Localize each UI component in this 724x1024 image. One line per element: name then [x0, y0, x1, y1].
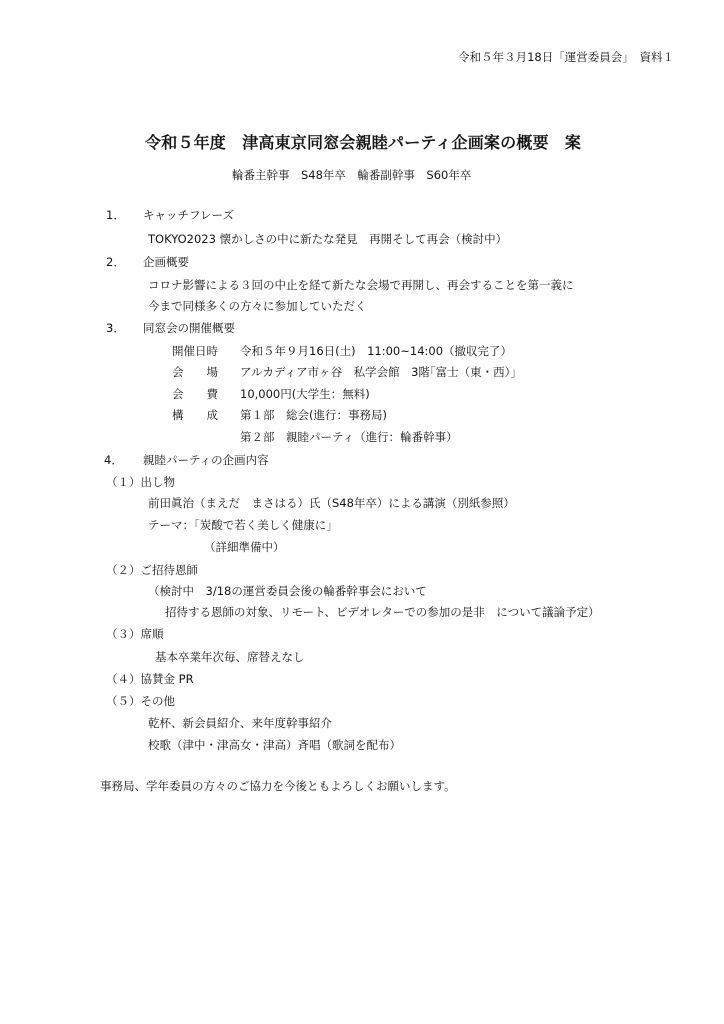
- subsection-label: （５）その他: [106, 694, 175, 708]
- subsection-line: テーマ：｢炭酸で若く美しく健康に｣: [148, 518, 332, 532]
- event-row-label: 会 費: [172, 387, 218, 401]
- section-2-heading: 企画概要: [143, 255, 189, 269]
- event-row-continuation: 第２部 親睦パーティ（進行：輪番幹事）: [240, 430, 458, 444]
- section-2-line: 今まで同様多くの方々に参加していただく: [148, 299, 367, 313]
- section-2-number: 2．: [106, 255, 125, 269]
- subsection-label: （１）出し物: [106, 475, 175, 489]
- subsection-line: 乾杯、新会員紹介、来年度幹事紹介: [148, 716, 332, 730]
- section-3-heading: 同窓会の開催概要: [143, 321, 235, 335]
- section-1-heading: キャッチフレーズ: [143, 208, 234, 222]
- section-3-number: 3．: [106, 321, 125, 335]
- subsection-label: （３）席順: [106, 627, 164, 641]
- subsection-line: 前田眞治（まえだ まさはる）氏（S48年卒）による講演（別紙参照）: [148, 496, 515, 510]
- event-row-label: 構 成: [172, 408, 218, 422]
- section-4-number: 4．: [104, 453, 123, 467]
- subsection-line: 校歌（津中・津高女・津高）斉唱（歌詞を配布）: [148, 738, 401, 752]
- document-title: 令和５年度 津高東京同窓会親睦パーティ企画案の概要 案: [145, 133, 582, 152]
- event-row-value: 10,000円(大学生：無料): [240, 387, 370, 401]
- section-1-number: 1．: [106, 208, 125, 222]
- event-row-label: 開催日時: [172, 344, 218, 358]
- subsection-line: （詳細準備中）: [204, 540, 285, 554]
- event-row-value: 第１部 総会(進行：事務局): [240, 408, 387, 422]
- section-4-heading: 親睦パーティの企画内容: [143, 453, 269, 467]
- event-row-label: 会 場: [172, 365, 218, 379]
- event-row-value: 令和５年９月16日(土) 11:00~14:00（撤収完了）: [240, 344, 513, 358]
- subsection-line: 基本卒業年次毎、席替えなし: [155, 650, 305, 664]
- subsection-label: （４）協賛金 PR: [106, 672, 194, 686]
- section-2-line: コロナ影響による３回の中止を経て新たな会場で再開し、再会することを第一義に: [148, 278, 574, 292]
- subsection-line: （検討中 3/18の運営委員会後の輪番幹事会において: [148, 584, 427, 598]
- section-1-text: TOKYO2023 懐かしさの中に新たな発見 再開そして再会（検討中）: [148, 232, 508, 246]
- subsection-label: （２）ご招待恩師: [106, 563, 198, 577]
- closing-remark: 事務局、学年委員の方々のご協力を今後ともよろしくお願いします。: [100, 779, 456, 793]
- document-reference: 令和５年３月18日「運営委員会」 資料１: [458, 50, 674, 64]
- subsection-line: 招待する恩師の対象、リモート、ビデオレターでの参加の是非 について議論予定）: [165, 605, 600, 619]
- event-row-value: アルカディア市ヶ谷 私学会館 3階｢富士（東・西）｣: [240, 365, 517, 379]
- document-subtitle: 輪番主幹事 S48年卒 輪番副幹事 S60年卒: [232, 168, 472, 182]
